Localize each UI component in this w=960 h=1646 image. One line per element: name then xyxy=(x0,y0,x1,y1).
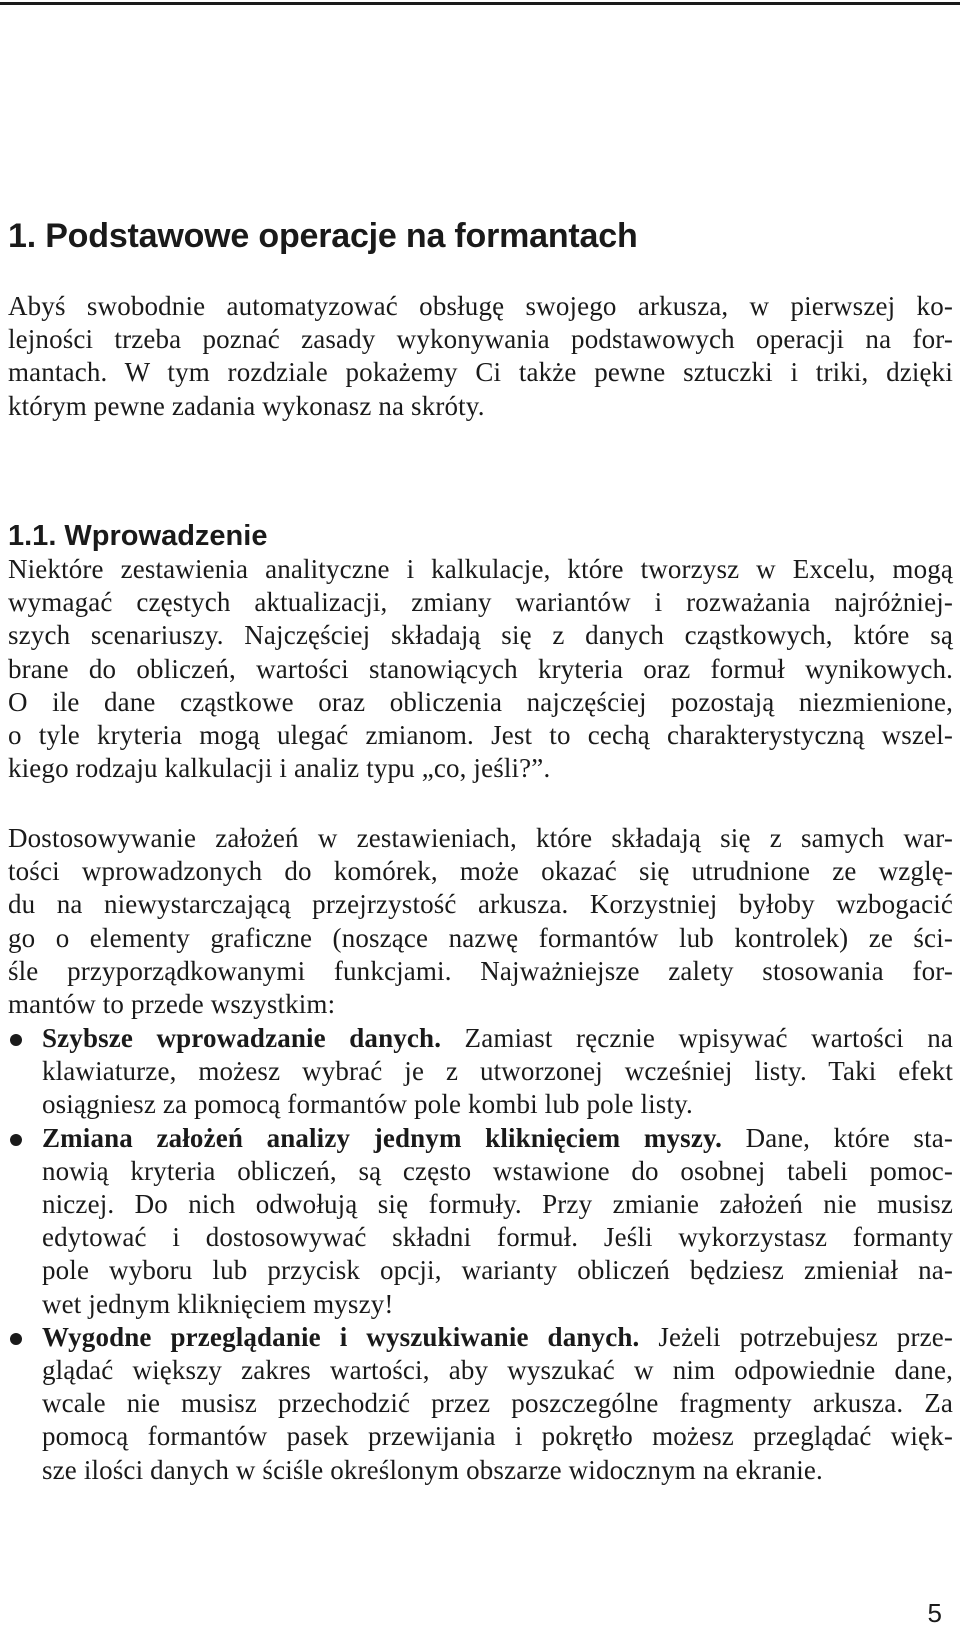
text-line: szych scenariuszy. Najczęściej składają się z danych cząstkowych, które są xyxy=(8,620,953,651)
bullet-text: Dane, które sta- xyxy=(722,1122,953,1153)
top-rule xyxy=(0,2,960,5)
text-line: sze ilości danych w ściśle określonym obszarze widocznym na ekranie. xyxy=(42,1454,823,1485)
bullet-text: Zamiast ręcznie wpisywać wartości na xyxy=(441,1023,953,1053)
text-line: którym pewne zadania wykonasz na skróty. xyxy=(8,390,485,421)
intro-paragraph xyxy=(8,290,953,423)
text-line: Abyś swobodnie automatyzować obsługę swojego arkusza, w pierwszej ko- xyxy=(8,291,953,321)
bullet-icon xyxy=(10,1333,22,1345)
text-line: glądać większy zakres wartości, aby wyszukać w nim odpowiednie dane, xyxy=(42,1355,953,1386)
section-heading: 1.1. Wprowadzenie xyxy=(8,520,268,552)
text-line: o tyle kryteria mogą ulegać zmianom. Jest to cechą charakterystyczną wszel- xyxy=(8,720,953,751)
text-line: mantów to przede wszystkim: xyxy=(8,989,336,1020)
text-line: pole wyboru lub przycisk opcji, warianty obliczeń będziesz zmieniał na- xyxy=(42,1255,953,1286)
text-line: Niektóre zestawienia analityczne i kalkulacje, które tworzysz w Excelu, mogą xyxy=(8,554,953,584)
text-line: go o elementy graficzne (noszące nazwę formantów lub kontrolek) ze ści- xyxy=(8,922,953,953)
bullet-icon xyxy=(10,1134,22,1146)
page-number: 5 xyxy=(927,1598,942,1628)
paragraph-2 xyxy=(8,822,953,1021)
text-line: nowią kryteria obliczeń, są często wstawione do osobnej tabeli pomoc- xyxy=(42,1155,953,1186)
text-line: wcale nie musisz przechodzić przez poszczególne fragmenty arkusza. Za xyxy=(42,1388,953,1419)
bullet-title: Szybsze wprowadzanie danych. xyxy=(42,1023,442,1053)
text-line: klawiaturze, możesz wybrać je z utworzonej wcześniej listy. Taki efekt xyxy=(42,1056,953,1087)
paragraph-1 xyxy=(8,553,953,785)
text-line: kiego rodzaju kalkulacji i analiz typu „co, jeśli?”. xyxy=(8,753,551,784)
text-line xyxy=(42,1122,953,1155)
text-line: brane do obliczeń, wartości stanowiących kryteria oraz formuł wynikowych. xyxy=(8,653,953,684)
list-item xyxy=(8,1321,953,1487)
text-line: wymagać częstych aktualizacji, zmiany wariantów i rozważania najróżniej- xyxy=(8,587,953,618)
text-line: du na niewystarczającą przejrzystość arkusza. Korzystniej byłoby wzbogacić xyxy=(8,889,953,920)
text-line: wet jednym kliknięciem myszy! xyxy=(42,1288,394,1319)
text-line: lejności trzeba poznać zasady wykonywania podstawowych operacji na for- xyxy=(8,324,953,355)
text-line: pomocą formantów pasek przewijania i pokrętło możesz przeglądać więk- xyxy=(42,1421,953,1452)
bullet-text: Jeżeli potrzebujesz prze- xyxy=(639,1321,954,1352)
list-item xyxy=(8,1122,953,1321)
text-line: O ile dane cząstkowe oraz obliczenia najczęściej pozostają niezmienione, xyxy=(8,686,953,717)
text-line: mantach. W tym rozdziale pokażemy Ci także pewne sztuczki i triki, dzięki xyxy=(8,357,953,388)
text-line xyxy=(42,1022,953,1055)
text-line: śle przyporządkowanymi funkcjami. Najważniejsze zalety stosowania for- xyxy=(8,955,953,986)
list-item xyxy=(8,1022,953,1122)
advantages-list xyxy=(8,1022,953,1487)
text-line: osiągniesz za pomocą formantów pole kombi lub pole listy. xyxy=(42,1089,693,1120)
text-line: niczej. Do nich odwołują się formuły. Przy zmianie założeń nie musisz xyxy=(42,1189,953,1220)
text-line: tości wprowadzonych do komórek, może okazać się utrudnione ze wzglę- xyxy=(8,856,953,887)
bullet-icon xyxy=(10,1034,22,1046)
text-line xyxy=(42,1321,953,1354)
text-line: edytować i dostosowywać składni formuł. Jeśli wykorzystasz formanty xyxy=(42,1222,953,1253)
text-line: Dostosowywanie założeń w zestawieniach, które składają się z samych war- xyxy=(8,823,953,853)
bullet-title: Zmiana założeń analizy jednym kliknięciem myszy. xyxy=(42,1122,723,1153)
chapter-heading: 1. Podstawowe operacje na formantach xyxy=(8,217,638,255)
bullet-title: Wygodne przeglądanie i wyszukiwanie danych. xyxy=(42,1321,640,1352)
